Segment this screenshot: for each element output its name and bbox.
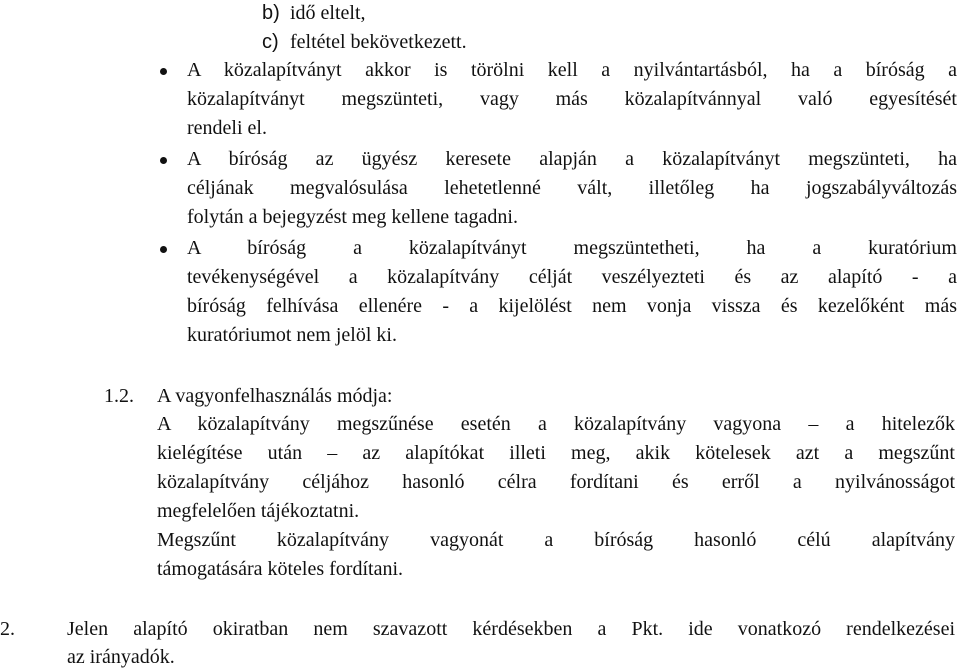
section-1-2-para1-line-1: A közalapítvány megszűnése esetén a közalapítvány vagyona – a hitelezők <box>157 413 955 435</box>
bullet-1-line-2: közalapítványt megszünteti, vagy más közalapítvánnyal való egyesítését <box>187 88 957 110</box>
list-marker-c: c) <box>262 31 279 53</box>
section-1-2-para2-line-2: támogatására köteles fordítani. <box>157 558 404 580</box>
list-item-c-text: feltétel bekövetkezett. <box>290 31 467 53</box>
section-1-2-heading: A vagyonfelhasználás módja: <box>157 385 393 407</box>
bullet-2-line-3: folytán a bejegyzést meg kellene tagadni. <box>187 206 518 228</box>
bullet-3-line-1: A bíróság a közalapítványt megszüntetheti, ha a kuratórium <box>187 237 957 259</box>
section-1-2-para1-line-3: közalapítvány céljához hasonló célra fordítani és erről a nyilvánosságot <box>157 471 955 493</box>
list-item-b-text: idő eltelt, <box>290 2 366 24</box>
bullet-2-line-2: céljának megvalósulása lehetetlenné vált, illetőleg ha jogszabályváltozás <box>187 177 957 199</box>
bullet-1-line-1: A közalapítványt akkor is törölni kell a nyilvántartásból, ha a bíróság a <box>187 59 957 81</box>
list-marker-b: b) <box>262 2 280 24</box>
section-1-2-para1-line-4: megfelelően tájékoztatni. <box>157 500 360 522</box>
section-1-2-number: 1.2. <box>104 385 134 407</box>
bullet-1-icon <box>160 68 167 75</box>
bullet-3-line-4: kuratóriumot nem jelöl ki. <box>187 324 397 346</box>
section-2-line-2: az irányadók. <box>67 646 175 668</box>
bullet-1-line-3: rendeli el. <box>187 117 267 139</box>
bullet-3-line-3: bíróság felhívása ellenére - a kijelölést nem vonja vissza és kezelőként más <box>187 295 957 317</box>
section-2-number: 2. <box>0 618 15 640</box>
bullet-2-icon <box>160 157 167 164</box>
bullet-3-line-2: tevékenységével a közalapítvány célját veszélyezteti és az alapító - a <box>187 266 957 288</box>
section-1-2-para2-line-1: Megszűnt közalapítvány vagyonát a bíróság hasonló célú alapítvány <box>157 529 955 551</box>
section-2-line-1: Jelen alapító okiratban nem szavazott kérdésekben a Pkt. ide vonatkozó rendelkezései <box>67 618 955 640</box>
section-1-2-para1-line-2: kielégítése után – az alapítókat illeti meg, akik kötelesek azt a megszűnt <box>157 442 955 464</box>
bullet-3-icon <box>160 246 167 253</box>
bullet-2-line-1: A bíróság az ügyész keresete alapján a közalapítványt megszünteti, ha <box>187 148 957 170</box>
